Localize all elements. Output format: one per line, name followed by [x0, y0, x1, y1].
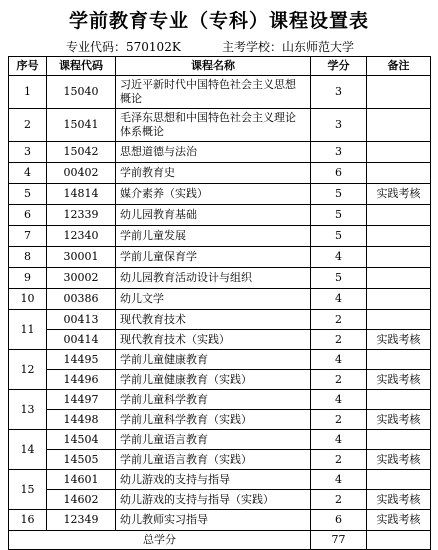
course-no: 3	[9, 142, 47, 163]
course-no: 12	[9, 350, 47, 390]
course-name: 学前儿童健康教育	[116, 350, 311, 370]
course-name: 毛泽东思想和中国特色社会主义理论体系概论	[116, 109, 311, 142]
course-note	[367, 205, 431, 226]
table-row	[9, 310, 431, 330]
table-row	[9, 247, 431, 268]
table-row	[9, 142, 431, 163]
course-note	[367, 247, 431, 268]
course-credit: 6	[311, 163, 367, 184]
course-credit: 5	[311, 184, 367, 205]
course-code: 14495	[47, 350, 116, 370]
course-credit: 4	[311, 289, 367, 310]
course-code: 00402	[47, 163, 116, 184]
course-name: 媒介素养（实践）	[116, 184, 311, 205]
course-code: 14814	[47, 184, 116, 205]
course-code: 12339	[47, 205, 116, 226]
course-name: 幼儿教师实习指导	[116, 510, 311, 531]
course-code: 14498	[47, 410, 116, 430]
course-name: 思想道德与法治	[116, 142, 311, 163]
course-name: 现代教育技术（实践）	[116, 330, 311, 350]
course-name: 幼儿园教育活动设计与组织	[116, 268, 311, 289]
major-code	[66, 38, 181, 55]
course-no: 2	[9, 109, 47, 142]
table-row	[9, 76, 431, 109]
course-credit: 2	[311, 410, 367, 430]
course-name: 幼儿园教育基础	[116, 205, 311, 226]
course-note	[367, 268, 431, 289]
course-credit: 2	[311, 330, 367, 350]
course-code: 30002	[47, 268, 116, 289]
table-row	[9, 226, 431, 247]
course-name: 幼儿游戏的支持与指导	[116, 470, 311, 490]
table-row	[9, 370, 431, 390]
table-row	[9, 205, 431, 226]
course-name: 学前教育史	[116, 163, 311, 184]
course-note: 实践考核	[367, 450, 431, 470]
course-credit: 4	[311, 350, 367, 370]
course-name: 学前儿童语言教育	[116, 430, 311, 450]
course-credit: 5	[311, 205, 367, 226]
course-note	[367, 76, 431, 109]
table-row	[9, 109, 431, 142]
table-row	[9, 184, 431, 205]
table-row	[9, 163, 431, 184]
course-name: 现代教育技术	[116, 310, 311, 330]
course-code: 14497	[47, 390, 116, 410]
course-note	[367, 350, 431, 370]
table-row	[9, 490, 431, 510]
course-note	[367, 163, 431, 184]
header-note: 备注	[367, 57, 431, 76]
course-code: 00386	[47, 289, 116, 310]
course-no: 13	[9, 390, 47, 430]
course-note	[367, 390, 431, 410]
course-note	[367, 310, 431, 330]
course-name: 幼儿文学	[116, 289, 311, 310]
course-note	[367, 109, 431, 142]
course-note: 实践考核	[367, 490, 431, 510]
table-row	[9, 510, 431, 531]
course-credit: 3	[311, 109, 367, 142]
course-credit: 2	[311, 370, 367, 390]
course-name: 学前儿童发展	[116, 226, 311, 247]
course-body	[9, 76, 431, 531]
course-note: 实践考核	[367, 410, 431, 430]
course-no: 9	[9, 268, 47, 289]
page-title: 学前教育专业（专科）课程设置表	[68, 10, 369, 32]
course-no: 8	[9, 247, 47, 268]
course-name: 习近平新时代中国特色社会主义思想概论	[116, 76, 311, 109]
major-code-value: 570102K	[126, 40, 181, 54]
course-note	[367, 430, 431, 450]
course-name: 学前儿童科学教育	[116, 390, 311, 410]
course-no: 1	[9, 76, 47, 109]
total-credit: 77	[311, 531, 367, 550]
course-credit: 4	[311, 390, 367, 410]
course-no: 14	[9, 430, 47, 470]
table-row	[9, 390, 431, 410]
course-note: 实践考核	[367, 330, 431, 350]
course-code: 15040	[47, 76, 116, 109]
course-credit: 6	[311, 510, 367, 531]
course-credit: 4	[311, 470, 367, 490]
header-row	[9, 57, 431, 76]
course-code: 30001	[47, 247, 116, 268]
course-credit: 3	[311, 76, 367, 109]
table-row	[9, 350, 431, 370]
course-note	[367, 289, 431, 310]
table-row	[9, 470, 431, 490]
table-row	[9, 289, 431, 310]
course-code: 00414	[47, 330, 116, 350]
course-no: 4	[9, 163, 47, 184]
table-row	[9, 430, 431, 450]
course-note	[367, 142, 431, 163]
course-code: 14602	[47, 490, 116, 510]
course-code: 15041	[47, 109, 116, 142]
table-row	[9, 450, 431, 470]
school-label: 主考学校：	[222, 40, 283, 54]
course-code: 14504	[47, 430, 116, 450]
course-name: 学前儿童科学教育（实践）	[116, 410, 311, 430]
course-code: 15042	[47, 142, 116, 163]
total-label: 总学分	[9, 531, 311, 550]
course-credit: 4	[311, 430, 367, 450]
course-credit: 5	[311, 268, 367, 289]
header-credit: 学分	[311, 57, 367, 76]
course-credit: 2	[311, 490, 367, 510]
table-row	[9, 268, 431, 289]
course-code: 00413	[47, 310, 116, 330]
course-note: 实践考核	[367, 510, 431, 531]
course-no: 5	[9, 184, 47, 205]
course-code: 14601	[47, 470, 116, 490]
course-credit: 5	[311, 226, 367, 247]
course-credit: 4	[311, 247, 367, 268]
total-note	[367, 531, 431, 550]
table-row	[9, 330, 431, 350]
course-name: 幼儿游戏的支持与指导（实践）	[116, 490, 311, 510]
school-value: 山东师范大学	[282, 40, 355, 54]
course-note	[367, 470, 431, 490]
school-info	[222, 38, 354, 55]
course-credit: 2	[311, 450, 367, 470]
course-no: 10	[9, 289, 47, 310]
course-name: 学前儿童健康教育（实践）	[116, 370, 311, 390]
course-no: 7	[9, 226, 47, 247]
course-no: 11	[9, 310, 47, 350]
course-no: 6	[9, 205, 47, 226]
table-row	[9, 410, 431, 430]
total-row	[9, 531, 431, 550]
course-credit: 3	[311, 142, 367, 163]
header-code: 课程代码	[47, 57, 116, 76]
course-table	[8, 56, 431, 550]
course-credit: 2	[311, 310, 367, 330]
course-name: 学前儿童保育学	[116, 247, 311, 268]
course-code: 14496	[47, 370, 116, 390]
course-code: 12349	[47, 510, 116, 531]
course-no: 15	[9, 470, 47, 510]
major-code-label: 专业代码：	[66, 40, 127, 54]
course-code: 12340	[47, 226, 116, 247]
header-name: 课程名称	[116, 57, 311, 76]
course-code: 14505	[47, 450, 116, 470]
course-note: 实践考核	[367, 370, 431, 390]
course-no: 16	[9, 510, 47, 531]
course-name: 学前儿童语言教育（实践）	[116, 450, 311, 470]
course-note	[367, 226, 431, 247]
header-no: 序号	[9, 57, 47, 76]
course-note: 实践考核	[367, 184, 431, 205]
